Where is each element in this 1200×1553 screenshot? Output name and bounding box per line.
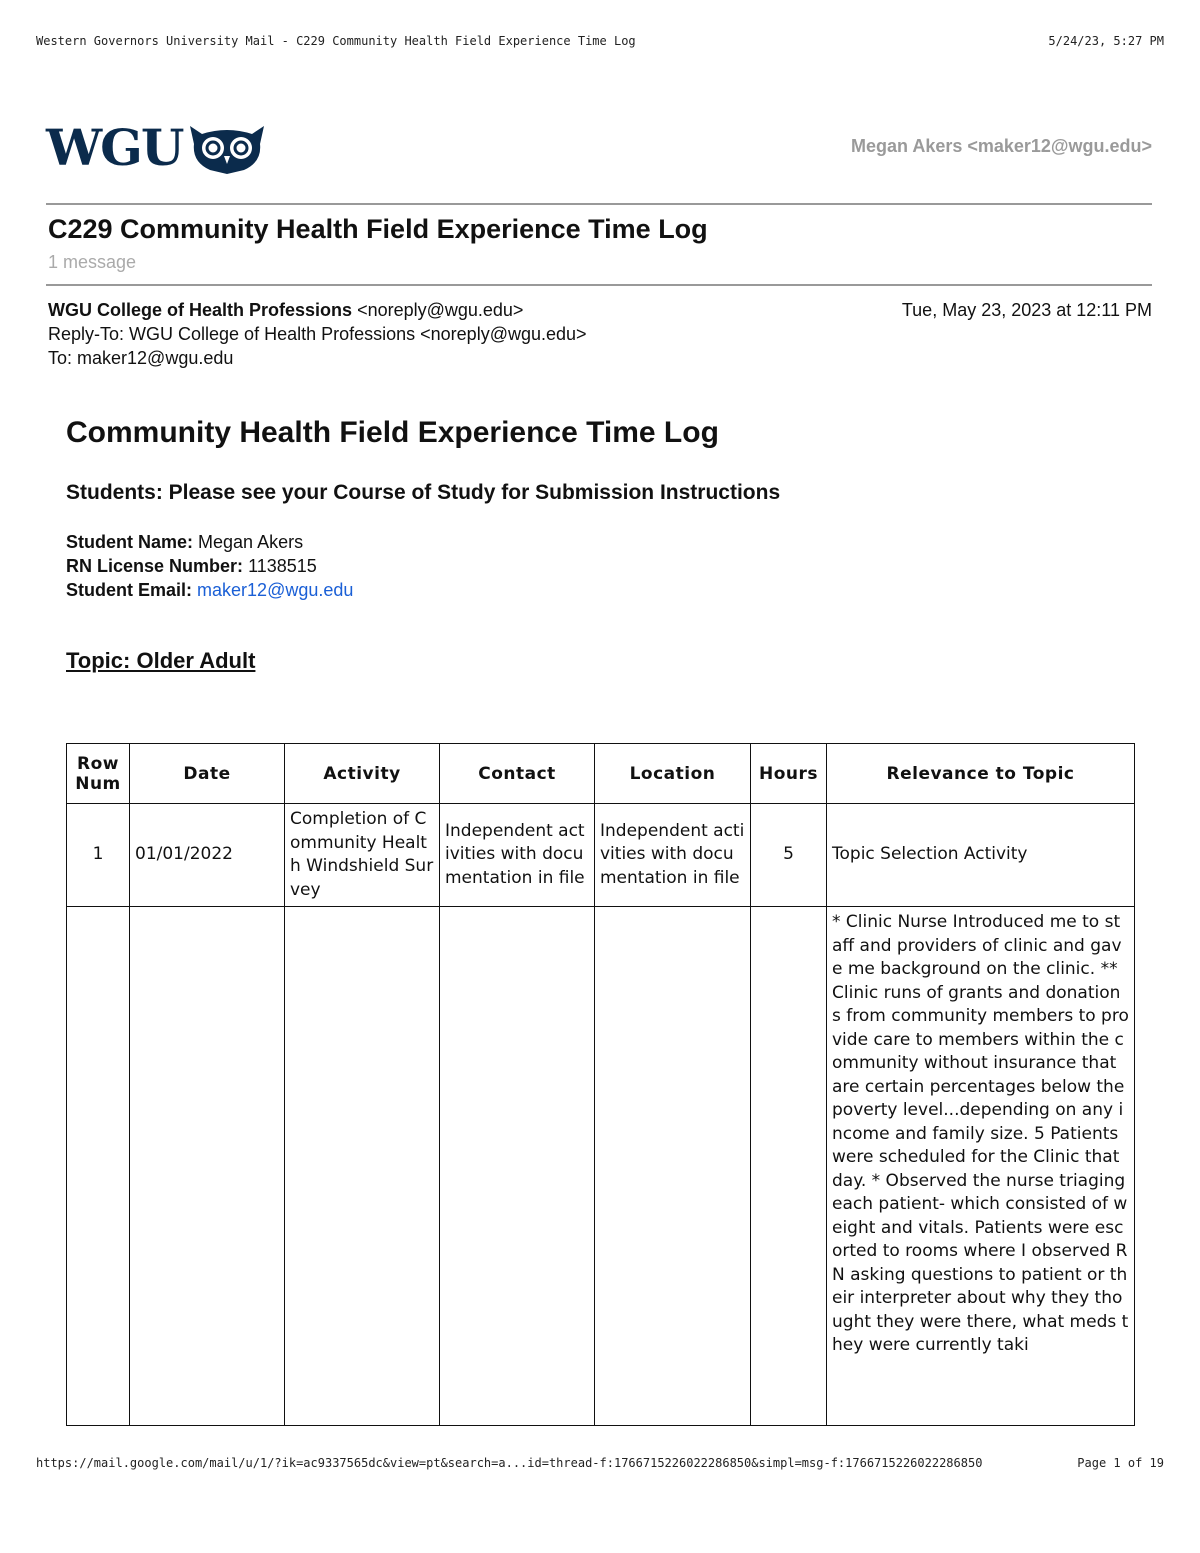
cell-date	[130, 907, 285, 1426]
cell-location	[595, 907, 751, 1426]
print-header-timestamp: 5/24/23, 5:27 PM	[1048, 34, 1164, 48]
sender-name: WGU College of Health Professions	[48, 300, 353, 320]
header-date: Date	[130, 744, 285, 804]
header-contact: Contact	[440, 744, 595, 804]
cell-contact: Independent activities with documentation in file	[440, 804, 595, 907]
sender	[48, 298, 523, 322]
student-name-row	[66, 530, 353, 554]
email-meta	[48, 298, 1152, 370]
print-footer-page: Page 1 of 19	[1077, 1456, 1164, 1470]
license-row	[66, 554, 353, 578]
email-subject: C229 Community Health Field Experience Time Log	[48, 214, 708, 244]
owl-icon	[188, 122, 266, 174]
time-log-table	[66, 743, 1135, 1426]
license-label: RN License Number:	[66, 556, 244, 576]
cell-activity: Completion of Community Health Windshield Survey	[285, 804, 440, 907]
header-activity: Activity	[285, 744, 440, 804]
cell-hours: 5	[751, 804, 827, 907]
print-header-title: Western Governors University Mail - C229 Community Health Field Experience Time Log	[36, 34, 636, 48]
message-count: 1 message	[48, 252, 137, 272]
cell-relevance	[827, 907, 1135, 1426]
student-info	[66, 530, 353, 602]
cell-row-num: 1	[67, 804, 130, 907]
sender-address: <noreply@wgu.edu>	[357, 300, 524, 320]
header-hours: Hours	[751, 744, 827, 804]
table-header-row	[67, 744, 1135, 804]
cell-relevance: Topic Selection Activity	[827, 804, 1135, 907]
wgu-logo	[46, 118, 266, 178]
mail-header	[46, 118, 1152, 178]
email-date: Tue, May 23, 2023 at 12:11 PM	[901, 300, 1152, 320]
license-number: 1138515	[248, 556, 317, 576]
cell-date: 01/01/2022	[130, 804, 285, 907]
table-row	[67, 804, 1135, 907]
divider	[46, 203, 1152, 205]
print-footer-url: https://mail.google.com/mail/u/1/?ik=ac9337565dc&view=pt&search=a...id=thread-f:1766715226022286850&simpl=msg-f:1766715226022286850	[36, 1456, 983, 1470]
document-title: Community Health Field Experience Time Log	[66, 416, 719, 449]
cell-row-num	[67, 907, 130, 1426]
divider	[46, 284, 1152, 286]
cell-location: Independent activities with documentation in file	[595, 804, 751, 907]
cell-activity	[285, 907, 440, 1426]
recipient: To: maker12@wgu.edu	[48, 348, 234, 368]
cell-hours	[751, 907, 827, 1426]
header-relevance: Relevance to Topic	[827, 744, 1135, 804]
topic-heading: Topic: Older Adult	[66, 648, 256, 673]
print-header	[36, 34, 1164, 48]
reply-to: Reply-To: WGU College of Health Professions <noreply@wgu.edu>	[48, 324, 587, 344]
submission-instructions: Students: Please see your Course of Study for Submission Instructions	[66, 481, 781, 504]
student-email-row	[66, 578, 353, 602]
cell-contact	[440, 907, 595, 1426]
cell-relevance-text: * Clinic Nurse Introduced me to staff and providers of clinic and gave me background on the clinic. **Clinic runs of grants and donations from community members to provide care to members within the community without insurance that are certain percentages below the poverty level...depending on any income and family size. 5 Patients were scheduled for the Clinic that day. * Observed the nurse triaging each patient- which consisted of weight and vitals. Patients were escorted to rooms where I observed RN asking questions to patient or their interpreter about why they thought they were there, what meds they were currently taki	[832, 912, 1129, 1355]
student-name-label: Student Name:	[66, 532, 194, 552]
account-label: Megan Akers <maker12@wgu.edu>	[850, 136, 1152, 156]
print-footer	[36, 1456, 1164, 1470]
table-row	[67, 907, 1135, 1426]
student-name: Megan Akers	[198, 532, 304, 552]
wgu-logo-text: WGU	[46, 118, 183, 177]
student-email-link[interactable]: maker12@wgu.edu	[197, 580, 354, 600]
header-row-num: Row Num	[67, 744, 130, 804]
student-email-label: Student Email:	[66, 580, 193, 600]
header-location: Location	[595, 744, 751, 804]
